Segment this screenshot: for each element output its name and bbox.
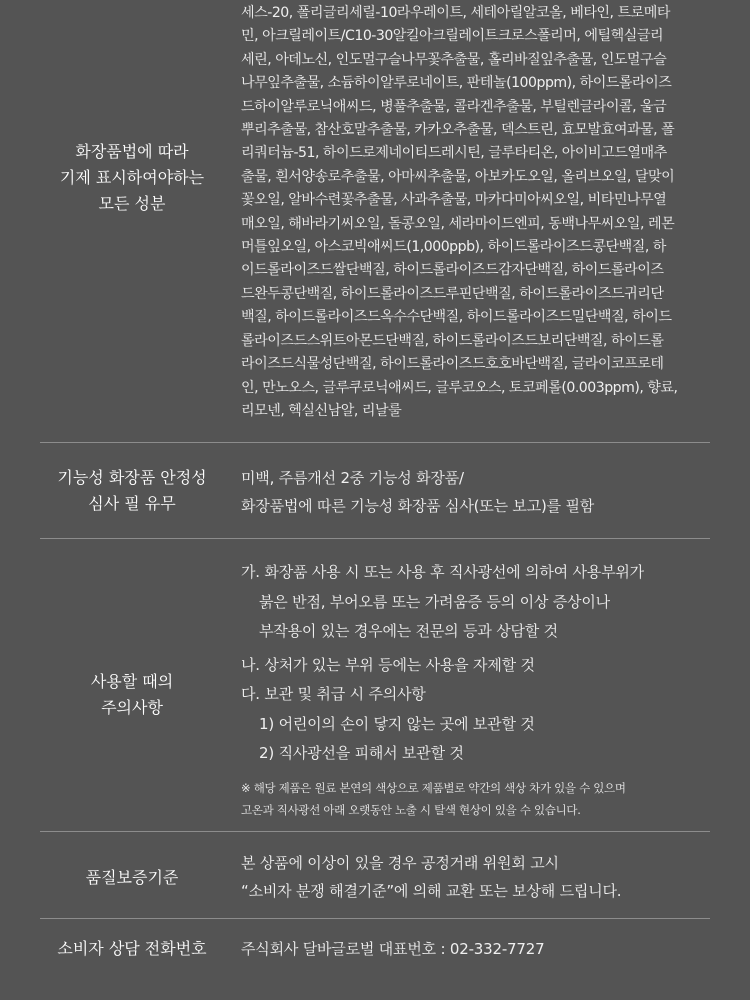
section-ingredients — [40, 2, 710, 432]
quality-label: 품질보증기준 — [85, 868, 179, 887]
functional-value: 미백, 주름개선 2중 기능성 화장품/ 화장품법에 따른 기능성 화장품 심사(또는 보고)를 필함 — [241, 469, 595, 515]
ingredients-line: 라이즈드식물성단백질, 하이드롤라이즈드호호바단백질, 글라이코프로테 — [241, 356, 664, 373]
caution-item-da-sub: 2) 직사광선을 피해서 보관할 것 — [259, 744, 464, 762]
ingredients-line: 세스-20, 폴리글리세릴-10라우레이트, 세테아릴알코올, 베타인, 트로메타 — [241, 5, 670, 21]
ingredients-line: 나무잎추출물, 소듐하이알루로네이트, 판테놀(100ppm), 하이드롤라이즈 — [241, 75, 672, 92]
contact-phone: 주식회사 달바글로벌 대표번호 : 02-332-7727 — [241, 940, 545, 958]
caution-note: 고온과 직사광선 아래 오랫동안 노출 시 탈색 현상이 있을 수 있습니다. — [241, 802, 581, 817]
ingredients-line: 세린, 아데노신, 인도멀구슬나무꽃추출물, 홀리바질잎추출물, 인도멀구슬 — [241, 51, 667, 68]
ingredients-label: 화장품법에 따라 기제 표시하여야하는 모든 성분 — [59, 142, 205, 213]
section-contact — [40, 934, 710, 966]
ingredients-line: 드하이알루로닉애씨드, 병풀추출물, 콜라겐추출물, 부틸렌글라이콜, 울금 — [241, 98, 667, 115]
section-functional — [40, 462, 710, 524]
contact-label: 소비자 상담 전화번호 — [57, 939, 207, 958]
ingredients-line: 백질, 하이드롤라이즈드옥수수단백질, 하이드롤라이즈드밀단백질, 하이드 — [241, 309, 672, 326]
section-divider — [40, 442, 710, 443]
ingredients-line: 드완두콩단백질, 하이드롤라이즈드루핀단백질, 하이드롤라이즈드귀리단 — [241, 285, 664, 302]
caution-label: 사용할 때의 주의사항 — [90, 672, 174, 717]
ingredients-line: 꽃오일, 알바수련꽃추출물, 사과추출물, 마카다미아씨오일, 비타민나무열 — [241, 192, 667, 209]
caution-item-da: 다. 보관 및 취급 시 주의사항 — [241, 685, 426, 703]
caution-item-ga: 가. 화장품 사용 시 또는 사용 후 직사광선에 의하여 사용부위가 — [241, 563, 644, 581]
ingredients-list — [241, 2, 706, 423]
ingredients-line: 리모넨, 헥실신남알, 리날룰 — [241, 402, 402, 419]
functional-label: 기능성 화장품 안정성 심사 필 유무 — [57, 468, 207, 513]
section-divider — [40, 831, 710, 832]
quality-value: 본 상품에 이상이 있을 경우 공정거래 위원회 고시 “소비자 분쟁 해결기준”에 의해 교환 또는 보상해 드립니다. — [241, 854, 622, 900]
ingredients-line: 롤라이즈드스위트아몬드단백질, 하이드롤라이즈드보리단백질, 하이드롤 — [241, 332, 664, 349]
ingredients-line: 뿌리추출물, 참산호말추출물, 카카오추출물, 덱스트린, 효모발효여과물, 폴 — [241, 122, 675, 139]
contact-value — [241, 935, 706, 963]
section-divider — [40, 918, 710, 919]
ingredients-line: 리쿼터늄-51, 하이드로제네이티드레시틴, 글루타티온, 아이비고드열매추 — [241, 145, 667, 162]
caution-item-da-sub: 1) 어린이의 손이 닿지 않는 곳에 보관할 것 — [259, 714, 535, 733]
caution-item-ga-cont: 붉은 반점, 부어오름 또는 가려움증 등의 이상 증상이나 — [259, 592, 610, 611]
ingredients-line: 매오일, 해바라기씨오일, 돌콩오일, 세라마이드엔피, 동백나무씨오일, 레몬 — [241, 215, 675, 232]
ingredients-line: 머틀잎오일, 아스코빅애씨드(1,000ppb), 하이드롤라이즈드콩단백질, 하 — [241, 239, 666, 256]
ingredients-line: 이드롤라이즈드쌀단백질, 하이드롤라이즈드감자단백질, 하이드롤라이즈 — [241, 262, 664, 279]
caution-item-ga-cont: 부작용이 있는 경우에는 전문의 등과 상담할 것 — [259, 622, 558, 640]
caution-item-na: 나. 상처가 있는 부위 등에는 사용을 자제할 것 — [241, 655, 535, 674]
section-divider — [40, 538, 710, 539]
section-quality — [40, 848, 710, 904]
ingredients-line: 민, 아크릴레이트/C10-30알킬아크릴레이트크로스폴리머, 에틸헥실글리 — [241, 28, 664, 45]
section-caution — [40, 556, 710, 816]
ingredients-line: 출물, 흰서양송로추출물, 아마씨추출물, 아보카도오일, 올리브오일, 달맞이 — [241, 168, 675, 185]
caution-note: ※ 해당 제품은 원료 본연의 색상으로 제품별로 약간의 색상 차가 있을 수 있으며 — [241, 780, 626, 795]
ingredients-line: 인, 만노오스, 글루쿠로닉애씨드, 글루코오스, 토코페롤(0.003ppm), 향료, — [241, 379, 678, 396]
caution-list — [241, 558, 706, 821]
